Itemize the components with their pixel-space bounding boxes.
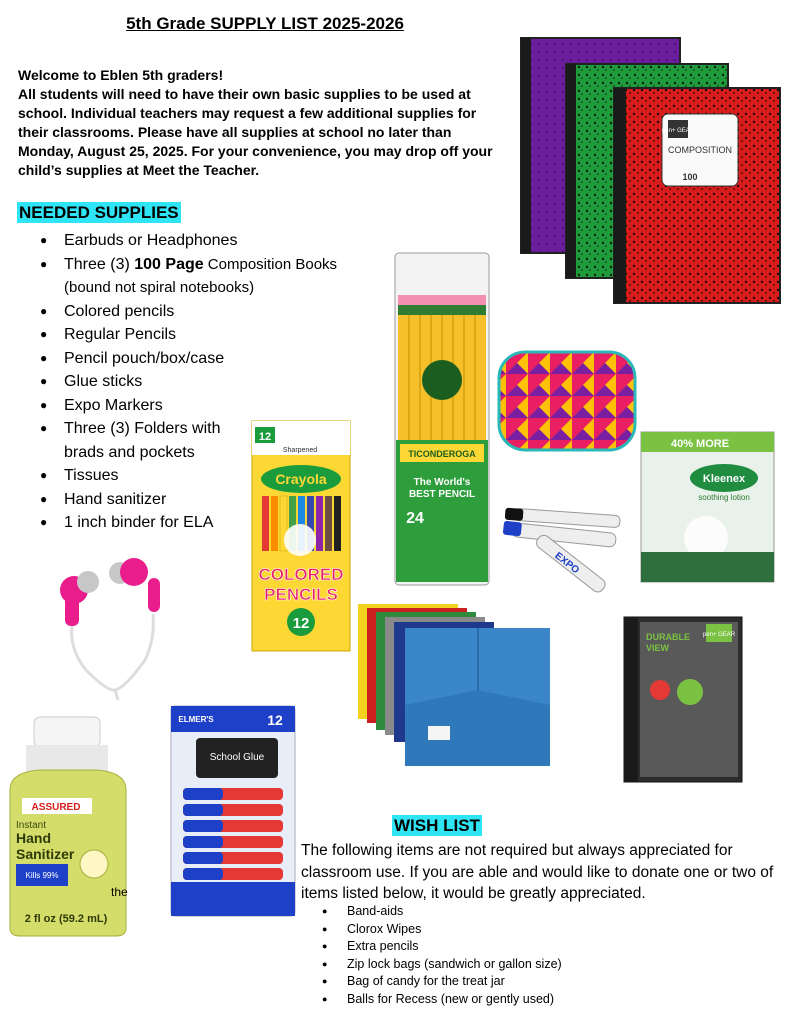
sanitizer-kills: Kills 99% — [25, 871, 59, 880]
list-item: ● Extra pencils — [322, 938, 562, 956]
ticonderoga-pencils-image — [395, 253, 489, 585]
crayola-sharpened: Sharpened — [282, 447, 318, 454]
list-item: ● Glue sticks — [40, 370, 370, 394]
kleenex-brand: Kleenex — [702, 473, 746, 485]
sanitizer-line1: Instant — [16, 820, 47, 831]
kleenex-box-image — [641, 432, 774, 582]
list-item: ● Colored pencils — [40, 300, 370, 324]
crayola-line2: PENCILS — [264, 585, 338, 604]
list-item: ● Earbuds or Headphones — [40, 229, 370, 253]
list-item: ● Balls for Recess (new or gently used) — [322, 991, 562, 1009]
ticonderoga-brand: TICONDEROGA — [408, 449, 476, 459]
binder-line1: DURABLE — [646, 632, 690, 642]
sanitizer-line3: Sanitizer — [16, 846, 75, 862]
list-item: ● Regular Pencils — [40, 323, 370, 347]
binder-brand: pen+ GEAR — [702, 632, 736, 638]
list-item: ● Band-aids — [322, 903, 562, 921]
earbuds-image — [60, 558, 160, 700]
ticonderoga-tag1: The World's — [413, 477, 471, 488]
list-item: ● Three (3) Folders with brads and pockets — [40, 417, 244, 464]
expo-markers-image — [503, 508, 621, 595]
hand-sanitizer-image — [10, 717, 126, 936]
list-item: ● Zip lock bags (sandwich or gallon size) — [322, 956, 562, 974]
crayola-brand: Crayola — [275, 471, 327, 487]
list-item: ● Tissues — [40, 464, 370, 488]
composition-label: COMPOSITION — [667, 145, 733, 155]
intro-welcome: Welcome to Eblen 5th graders! — [18, 67, 224, 83]
sanitizer-volume: 2 fl oz (59.2 mL) — [24, 913, 108, 925]
crayola-count-bottom: 12 — [292, 615, 310, 632]
intro-body: All students will need to have their own basic supplies to be used at school. Individual teachers may request a few additional supplies for their classrooms. Please have all supplies at school no later than Monday, August 25, 2025. For your convenience, you may drop off your child’s supplies at Meet the Teacher. — [18, 86, 493, 178]
list-item-post: Composition Books (bound not spiral notebooks) — [64, 255, 338, 296]
elmers-glue-sticks-image — [171, 706, 295, 916]
stray-text: the — [111, 885, 128, 899]
composition-brand: pen+ GEAR — [661, 128, 695, 134]
list-item: ● 1 inch binder for ELA — [40, 511, 370, 535]
list-item-bold: 100 Page — [134, 255, 204, 273]
crayola-count-top: 12 — [258, 431, 272, 443]
composition-count: 100 — [682, 172, 698, 182]
sanitizer-brand: ASSURED — [31, 802, 81, 813]
ticonderoga-tag2: BEST PENCIL — [408, 489, 476, 500]
expo-brand: EXPO — [552, 550, 582, 577]
folders-image — [358, 604, 550, 766]
list-item: ● Bag of candy for the treat jar — [322, 973, 562, 991]
crayola-line1: COLORED — [258, 565, 344, 584]
wish-heading-label: WISH LIST — [394, 816, 480, 835]
list-item: ● Hand sanitizer — [40, 488, 370, 512]
elmers-count: 12 — [267, 712, 283, 728]
binder-image — [624, 617, 742, 782]
wish-list-description: The following items are not required but always appreciated for classroom use. If you are able and would like to donate one or two of items listed below, it would be greatly appreciated. — [301, 842, 774, 902]
wish-list-heading — [392, 816, 482, 836]
needed-heading-label: NEEDED SUPPLIES — [19, 203, 179, 222]
list-item: ● Pencil pouch/box/case — [40, 347, 370, 371]
pencil-case-image — [499, 352, 635, 450]
binder-line2: VIEW — [646, 643, 670, 653]
ticonderoga-count: 24 — [406, 510, 424, 527]
list-item-pre: Three (3) — [64, 255, 135, 273]
list-item: ● Expo Markers — [40, 394, 370, 418]
sanitizer-line2: Hand — [16, 830, 51, 846]
wish-list — [322, 903, 562, 1009]
crayola-colored-pencils-image — [252, 421, 350, 651]
page-title: 5th Grade SUPPLY LIST 2025-2026 — [126, 14, 404, 33]
elmers-product: School Glue — [209, 752, 265, 763]
kleenex-sub: soothing lotion — [698, 493, 750, 502]
list-item: ● Clorox Wipes — [322, 921, 562, 939]
composition-books-image — [521, 38, 780, 303]
elmers-brand: ELMER'S — [178, 715, 214, 724]
kleenex-promo: 40% MORE — [670, 438, 730, 450]
